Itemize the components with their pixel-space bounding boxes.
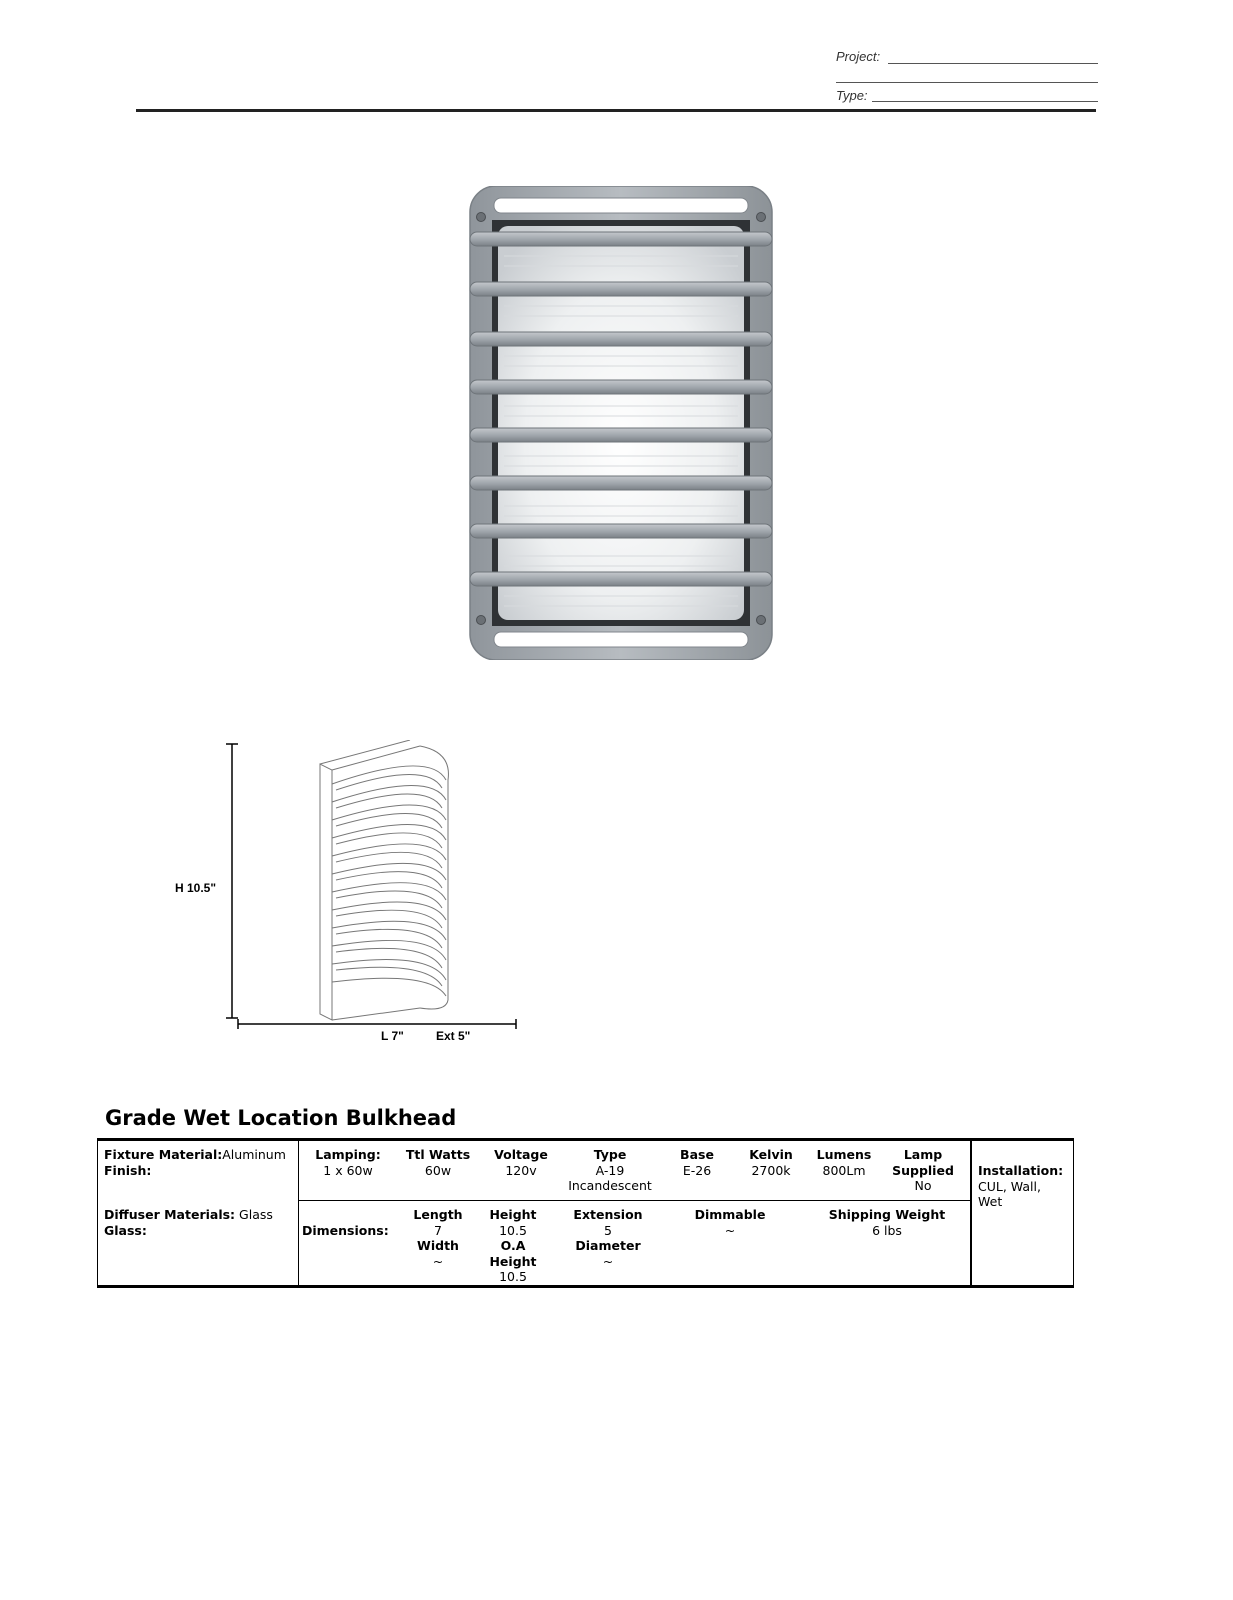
product-photo [466,186,776,660]
extension-dimension-label: Ext 5" [436,1029,471,1043]
installation: Installation: CUL, Wall, Wet [978,1163,1064,1209]
dimensions-label: Dimensions: [302,1223,389,1238]
project-field[interactable] [888,63,1098,64]
dimmable: Dimmable ~ [694,1207,766,1238]
shipping-weight: Shipping Weight 6 lbs [828,1207,946,1238]
dimension-drawing [220,740,530,1040]
divider-middle [298,1200,970,1201]
divider-left [298,1141,299,1285]
height-dimension-label: H 10.5" [175,881,217,895]
header-rule [136,109,1096,112]
lamp-supplied: Lamp Supplied No [892,1147,954,1193]
kelvin: Kelvin 2700k [749,1147,793,1178]
spec-table [97,1138,1074,1288]
length-dimension-label: L 7" [381,1029,404,1043]
base: Base E-26 [680,1147,714,1178]
dimension-extension-diameter: Extension 5 Diameter ~ [573,1207,643,1269]
diffuser-material: Diffuser Materials: Glass [104,1207,273,1222]
total-watts: Ttl Watts 60w [405,1147,471,1178]
voltage: Voltage 120v [494,1147,548,1178]
type-field[interactable] [872,101,1098,102]
product-title: Grade Wet Location Bulkhead [105,1106,457,1130]
glass-label: Glass: [104,1223,147,1238]
project-label: Project: [836,49,881,64]
lumens: Lumens 800Lm [816,1147,872,1178]
lamp-type: Type A-19 Incandescent [568,1147,652,1193]
fixture-material: Fixture Material:Aluminum [104,1147,286,1162]
dimension-length-width: Length 7 Width ~ [413,1207,463,1269]
finish-label: Finish: [104,1163,152,1178]
divider-right [970,1141,972,1285]
dimension-height: Height 10.5 O.A Height 10.5 [489,1207,537,1284]
header-blank-line [836,82,1098,83]
type-label: Type: [836,88,868,103]
lamping: Lamping: 1 x 60w [315,1147,381,1178]
